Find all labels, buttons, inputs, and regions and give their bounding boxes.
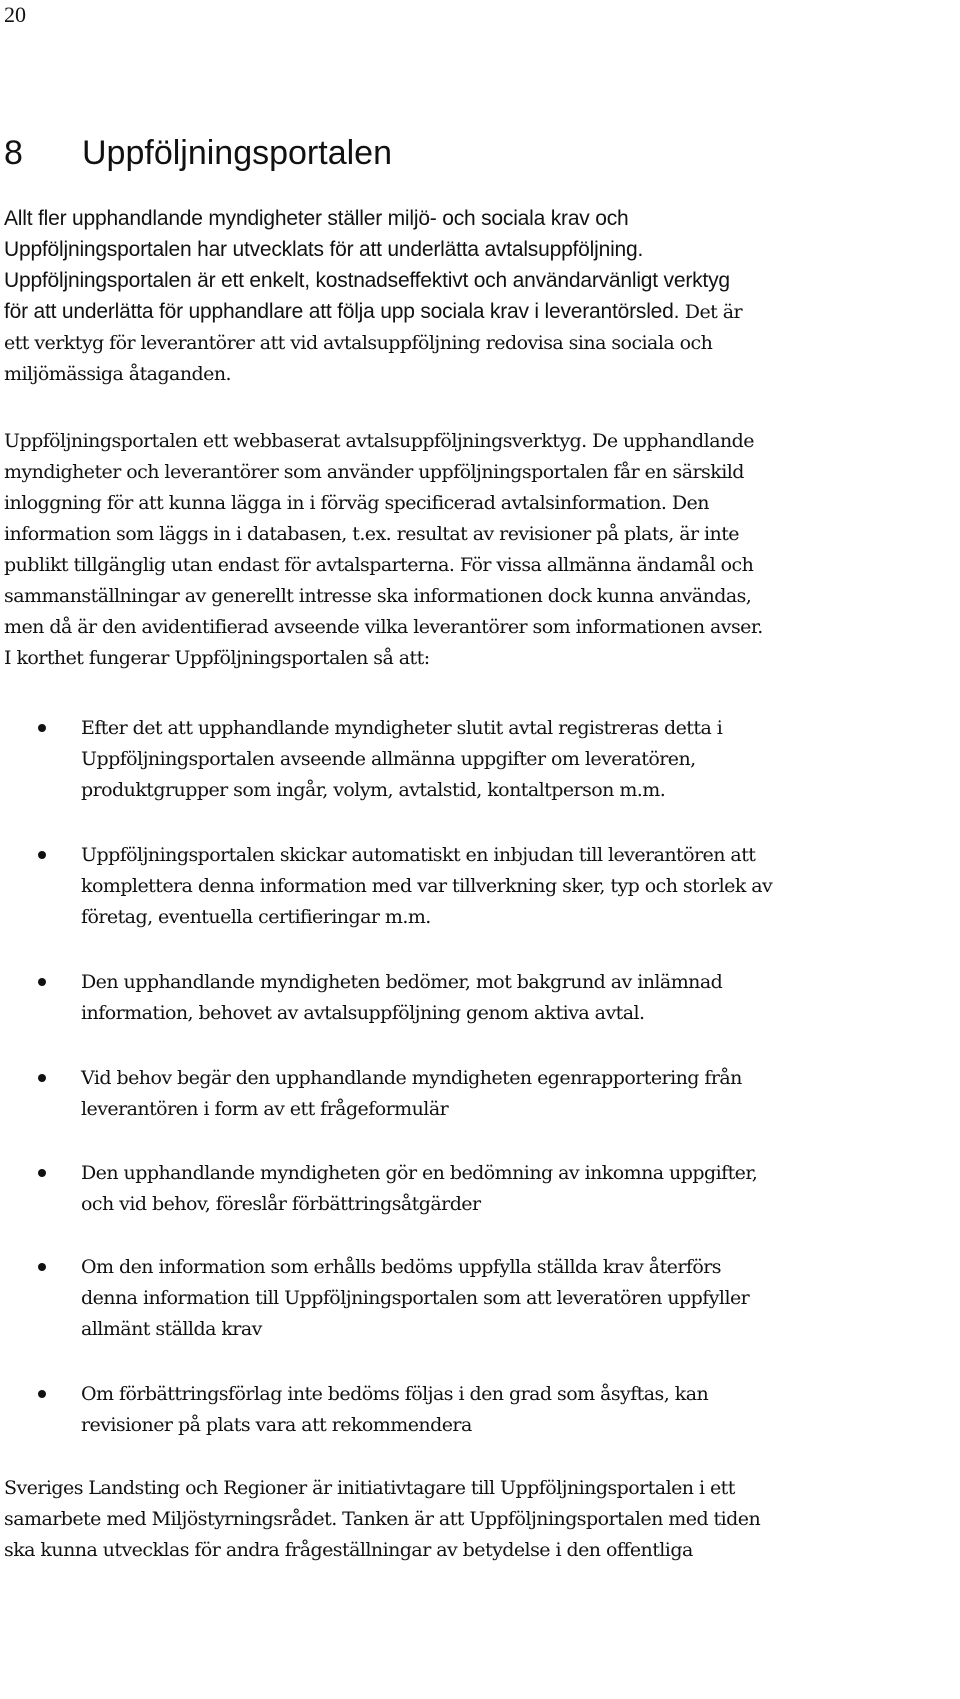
intro-line: Uppföljningsportalen är ett enkelt, kostnadseffektivt och användarvänligt verktyg: [4, 269, 730, 292]
intro-line: för att underlätta för upphandlare att följa upp sociala krav i leverantörsled.: [4, 300, 680, 323]
paragraph-line: information som läggs in i databasen, t.ex. resultat av revisioner på plats, är inte: [4, 523, 739, 545]
list-item-line: produktgrupper som ingår, volym, avtalstid, kontaltperson m.m.: [81, 779, 666, 801]
list-item-line: allmänt ställda krav: [81, 1318, 262, 1340]
bullet-dot-icon: [38, 851, 46, 859]
list-item-line: Om den information som erhålls bedöms uppfylla ställda krav återförs: [81, 1256, 721, 1278]
list-item-line: denna information till Uppföljningsportalen som att leveratören uppfyller: [81, 1287, 750, 1309]
chapter-number: 8: [4, 134, 23, 172]
intro-line-tail: Det är: [679, 301, 743, 323]
bullet-dot-icon: [38, 724, 46, 732]
chapter-title: Uppföljningsportalen: [82, 134, 392, 172]
list-item-line: Om förbättringsförlag inte bedöms följas i den grad som åsyftas, kan: [81, 1383, 709, 1405]
list-item-line: Uppföljningsportalen avseende allmänna uppgifter om leveratören,: [81, 748, 696, 770]
paragraph-line: Uppföljningsportalen ett webbaserat avtalsuppföljningsverktyg. De upphandlande: [4, 430, 754, 452]
paragraph-line: samarbete med Miljöstyrningsrådet. Tanken är att Uppföljningsportalen med tiden: [4, 1508, 761, 1530]
intro-line: Uppföljningsportalen har utvecklats för att underlätta avtalsuppföljning.: [4, 238, 644, 261]
paragraph-line: publikt tillgänglig utan endast för avtalsparterna. För vissa allmänna ändamål och: [4, 554, 754, 576]
list-item-line: Vid behov begär den upphandlande myndigheten egenrapportering från: [81, 1067, 742, 1089]
paragraph-line: I korthet fungerar Uppföljningsportalen så att:: [4, 647, 430, 669]
paragraph-1: [4, 328, 934, 390]
paragraph-2: [4, 426, 934, 674]
list-item-line: Efter det att upphandlande myndigheter slutit avtal registreras detta i: [81, 717, 723, 739]
list-item-line: Den upphandlande myndigheten bedömer, mot bakgrund av inlämnad: [81, 971, 723, 993]
list-item-line: komplettera denna information med var tillverkning sker, typ och storlek av: [81, 875, 773, 897]
paragraph-line: myndigheter och leverantörer som använder uppföljningsportalen får en särskild: [4, 461, 744, 483]
bullet-dot-icon: [38, 1390, 46, 1398]
bullet-dot-icon: [38, 978, 46, 986]
bullet-dot-icon: [38, 1169, 46, 1177]
paragraph-line: Sveriges Landsting och Regioner är initiativtagare till Uppföljningsportalen i ett: [4, 1477, 735, 1499]
list-item-line: Den upphandlande myndigheten gör en bedömning av inkomna uppgifter,: [81, 1162, 758, 1184]
bullet-dot-icon: [38, 1074, 46, 1082]
list-item-line: och vid behov, föreslår förbättringsåtgärder: [81, 1193, 481, 1215]
list-item-line: Uppföljningsportalen skickar automatiskt en inbjudan till leverantören att: [81, 844, 756, 866]
chapter-heading: [4, 131, 392, 175]
intro-line: Allt fler upphandlande myndigheter ställer miljö- och sociala krav och: [4, 207, 629, 230]
paragraph-line: men då är den avidentifierad avseende vilka leverantörer som informationen avser.: [4, 616, 763, 638]
closing-paragraph: [4, 1473, 934, 1566]
list-item-line: information, behovet av avtalsuppföljning genom aktiva avtal.: [81, 1002, 645, 1024]
page-number: 20: [4, 2, 26, 27]
paragraph-line: ska kunna utvecklas för andra frågeställningar av betydelse i den offentliga: [4, 1539, 693, 1561]
bullet-dot-icon: [38, 1263, 46, 1271]
list-item-line: företag, eventuella certifieringar m.m.: [81, 906, 431, 928]
paragraph-line: miljömässiga åtaganden.: [4, 363, 232, 385]
paragraph-line: inloggning för att kunna lägga in i förväg specificerad avtalsinformation. Den: [4, 492, 709, 514]
list-item-line: revisioner på plats vara att rekommendera: [81, 1414, 472, 1436]
intro-paragraph: [4, 203, 934, 327]
paragraph-line: sammanställningar av generellt intresse ska informationen dock kunna användas,: [4, 585, 752, 607]
intro-line-mixed: [4, 296, 934, 327]
paragraph-line: ett verktyg för leverantörer att vid avtalsuppföljning redovisa sina sociala och: [4, 332, 713, 354]
list-item-line: leverantören i form av ett frågeformulär: [81, 1098, 449, 1120]
